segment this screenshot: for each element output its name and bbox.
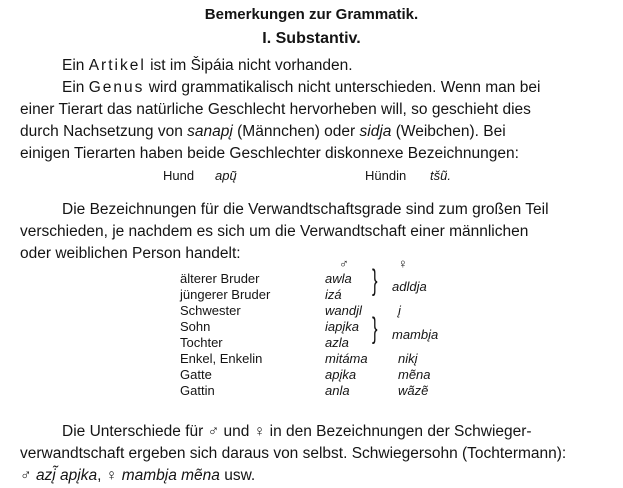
paragraph-genus-line-3: durch Nachsetzung von sanapį (Männchen) oder sidja (Weibchen). Bei: [20, 123, 506, 140]
paragraph-kinship-line-3: oder weiblichen Person handelt:: [20, 245, 241, 262]
animal-female-label: Hündin: [365, 168, 407, 183]
section-heading: I. Substantiv.: [262, 30, 361, 47]
kinship-term: Schwester: [180, 303, 241, 318]
kinship-term: Tochter: [180, 335, 223, 350]
male-symbol-inline: ♂: [20, 467, 32, 484]
paragraph-genus-line-2: einer Tierart das natürliche Geschlecht hervorheben will, so geschieht dies: [20, 101, 531, 118]
kinship-term: jüngerer Bruder: [180, 287, 271, 302]
animal-male-word: apų̃: [215, 168, 237, 183]
kinship-female-word: wãzẽ: [398, 383, 429, 398]
female-symbol-inline: ♀: [253, 423, 266, 440]
kinship-female-word: mẽna: [398, 367, 431, 382]
kinship-male-word: mitáma: [325, 351, 368, 366]
brace-child: }: [372, 312, 378, 345]
paragraph-genus-line-4: einigen Tierarten haben beide Geschlechter diskonnexe Bezeichnungen:: [20, 145, 519, 162]
kinship-male-word: azla: [325, 335, 349, 350]
paragraph-genus-line-1: Ein Genus wird grammatikalisch nicht unterschieden. Wenn man bei: [62, 79, 541, 96]
kinship-female-word: nikį: [398, 351, 418, 366]
kinship-male-word: wandjl: [325, 303, 362, 318]
kinship-male-word: apįka: [325, 367, 357, 382]
kinship-term: Sohn: [180, 319, 211, 334]
kinship-term: Gattin: [180, 383, 215, 398]
female-symbol: ♀: [398, 256, 408, 271]
brace-brother: }: [372, 264, 378, 297]
kinship-male-word: anla: [325, 383, 350, 398]
kinship-term: Gatte: [180, 367, 212, 382]
page-title: Bemerkungen zur Grammatik.: [204, 6, 419, 23]
paragraph-inlaws-line-2: verwandtschaft ergeben sich daraus von selbst. Schwiegersohn (Tochtermann):: [20, 445, 567, 462]
kinship-female-word: į: [398, 303, 401, 318]
male-symbol-inline: ♂: [207, 423, 220, 440]
animal-female-word: tšũ.: [430, 168, 451, 183]
paragraph-article: Ein Artikel ist im Šipáia nicht vorhanden.: [62, 57, 353, 74]
kinship-male-word: awla: [325, 271, 352, 286]
kinship-female-word: adldja: [392, 279, 427, 294]
animal-male-label: Hund: [163, 168, 195, 183]
paragraph-inlaws-line-3: ♂ azį̃ apįka, ♀ mambįa mẽna usw.: [20, 467, 256, 484]
male-symbol: ♂: [339, 256, 349, 271]
kinship-male-word: izá: [325, 287, 342, 302]
kinship-term: Enkel, Enkelin: [180, 351, 263, 366]
kinship-term: älterer Bruder: [180, 271, 260, 286]
kinship-male-word: iapįka: [325, 319, 359, 334]
female-symbol-inline: ♀: [105, 467, 118, 484]
paragraph-inlaws-line-1: Die Unterschiede für ♂ und ♀ in den Bezeichnungen der Schwieger-: [62, 423, 532, 440]
paragraph-kinship-line-2: verschieden, je nachdem es sich um die Verwandtschaft einer männlichen: [20, 223, 529, 240]
kinship-female-word: mambįa: [392, 327, 439, 342]
paragraph-kinship-line-1: Die Bezeichnungen für die Verwandtschaftsgrade sind zum großen Teil: [62, 201, 549, 218]
